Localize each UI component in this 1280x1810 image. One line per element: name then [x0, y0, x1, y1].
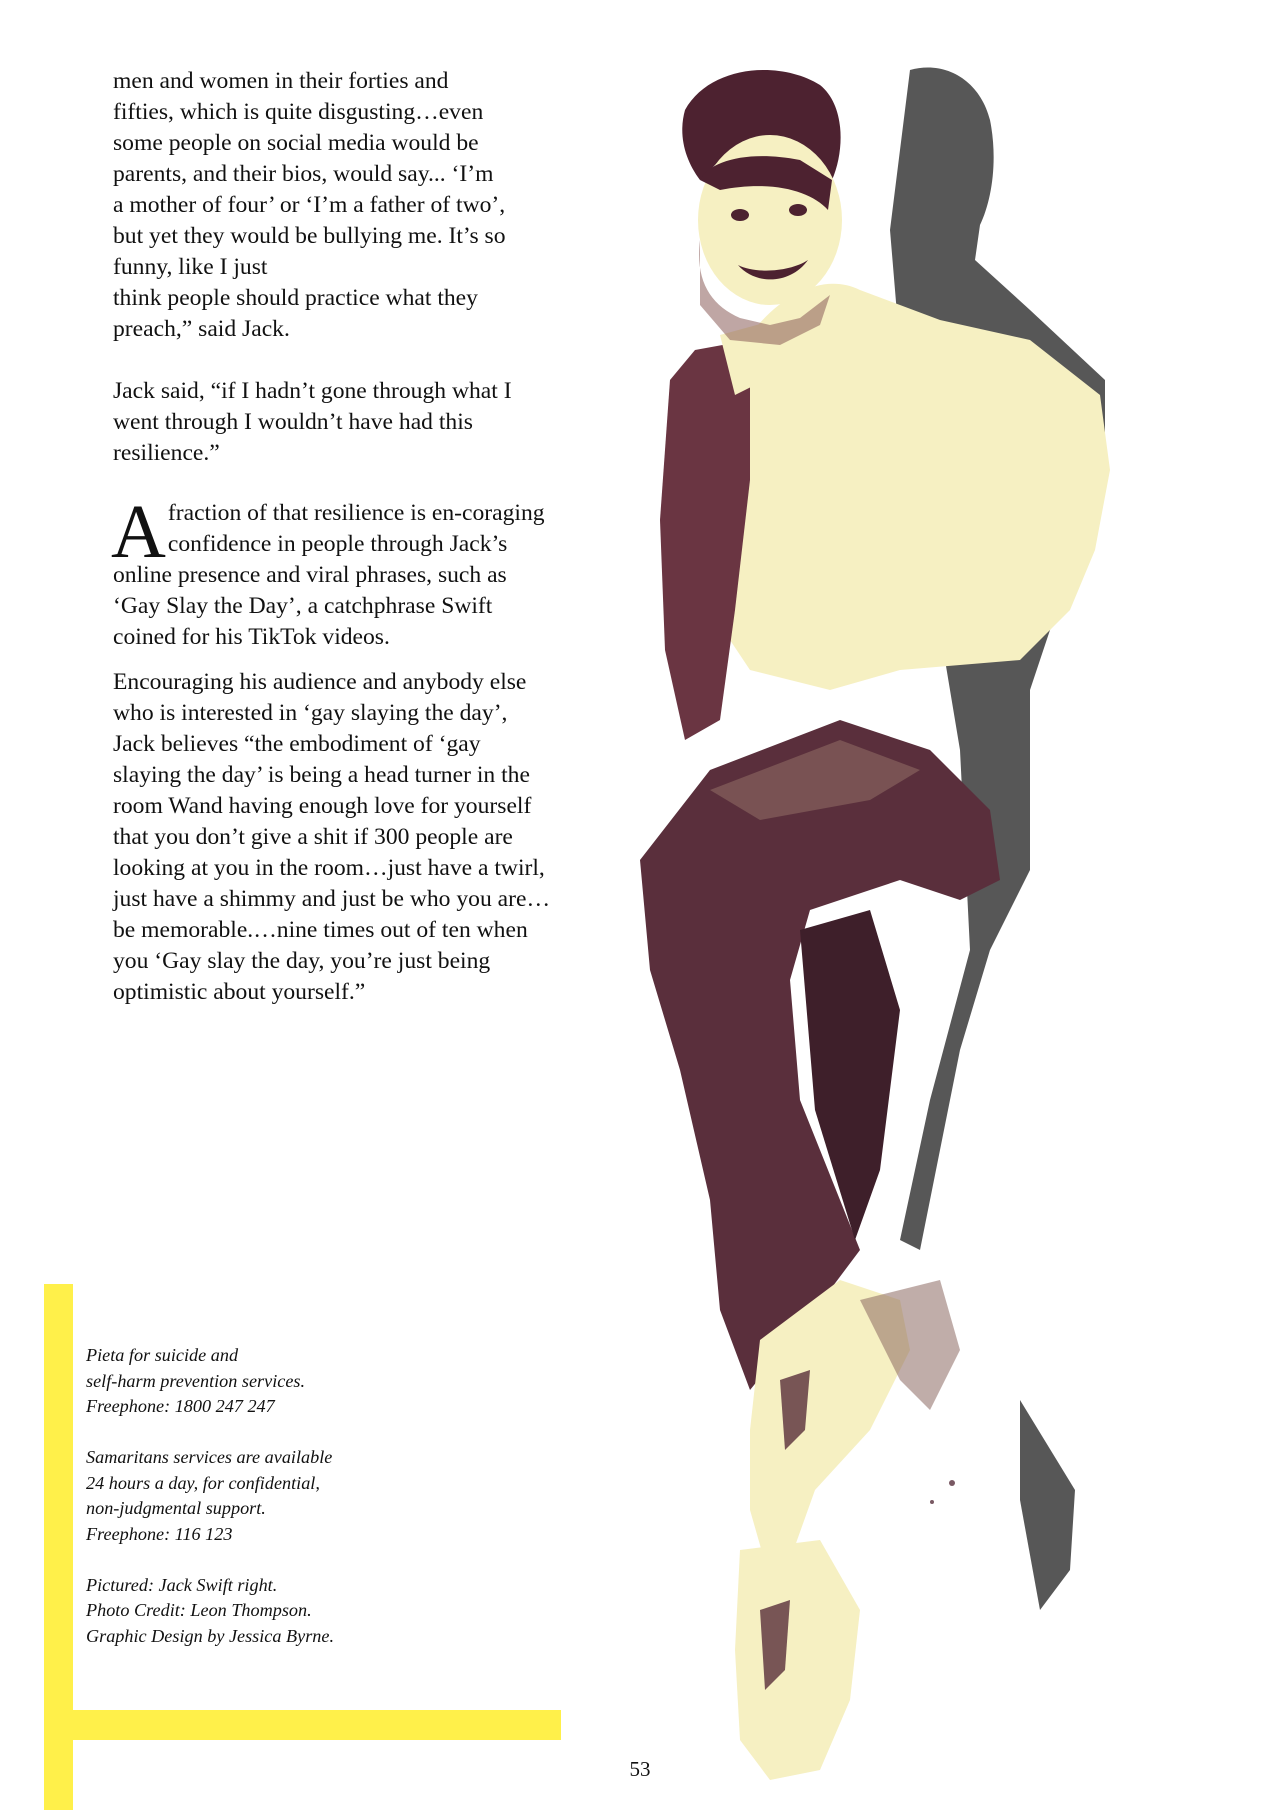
text-line: fifties, which is quite disgusting…even: [113, 99, 484, 125]
article-paragraph-4: Encouraging his audience and anybody else who is interested in ‘gay slaying the day’, Jack believes “the embodiment of ‘gay slaying the day’ is being a head turner in the room Wand having enough love for yourself that you don’t give a shit if 300 people are looking at you in the room…just have a twirl, just have a shimmy and just be who you are…be memorable.…nine times out of ten when you ‘Gay slay the day, you’re just being optimistic about yourself.”: [113, 669, 551, 1005]
drop-cap: A: [111, 490, 166, 574]
note-line: self-harm prevention services.: [86, 1370, 306, 1391]
note-line: Graphic Design by Jessica Byrne.: [86, 1625, 334, 1646]
note-line: Pictured: Jack Swift right.: [86, 1574, 278, 1595]
text-line: funny, like I just: [113, 254, 268, 280]
text-line: some people on social media would be: [113, 130, 479, 156]
article-paragraph-3: [111, 490, 553, 653]
text-line: think people should practice what they: [113, 285, 478, 311]
samaritans-note: [86, 1445, 416, 1547]
yellow-accent-horizontal-bar: [44, 1710, 561, 1740]
note-line: Freephone: 116 123: [86, 1523, 233, 1544]
paragraph-text: fraction of that resilience is en-coraging confidence in people through Jack’s online presence and viral phrases, such as ‘Gay Slay the Day’, a catchphrase Swift coined for his TikTok videos.: [113, 500, 545, 650]
pieta-note: [86, 1343, 416, 1420]
jack-swift-photo: [600, 50, 1140, 1780]
note-line: non-judgmental support.: [86, 1498, 266, 1518]
text-line: but yet they would be bullying me. It’s so: [113, 223, 506, 249]
credits-note: [86, 1573, 416, 1650]
note-line: Photo Credit: Leon Thompson.: [86, 1600, 312, 1620]
note-line: Freephone: 1800 247 247: [86, 1396, 275, 1416]
article-body: [113, 66, 553, 1008]
shoes-layer: [735, 1280, 960, 1780]
note-line: 24 hours a day, for confidential,: [86, 1472, 320, 1493]
note-line: Samaritans services are available: [86, 1447, 333, 1467]
text-line: parents, and their bios, would say... ‘I’m: [113, 161, 494, 187]
info-notes: [86, 1343, 416, 1675]
note-line: Pieta for suicide and: [86, 1345, 239, 1365]
article-paragraph-1: [113, 66, 553, 345]
page-number: 53: [629, 1757, 651, 1781]
article-paragraph-2: Jack said, “if I hadn’t gone through what I went through I wouldn’t have had this resilience.”: [113, 378, 512, 466]
text-line: men and women in their forties and: [113, 68, 449, 94]
text-line: a mother of four’ or ‘I’m a father of two’,: [113, 192, 506, 218]
text-line: preach,” said Jack.: [113, 316, 290, 342]
